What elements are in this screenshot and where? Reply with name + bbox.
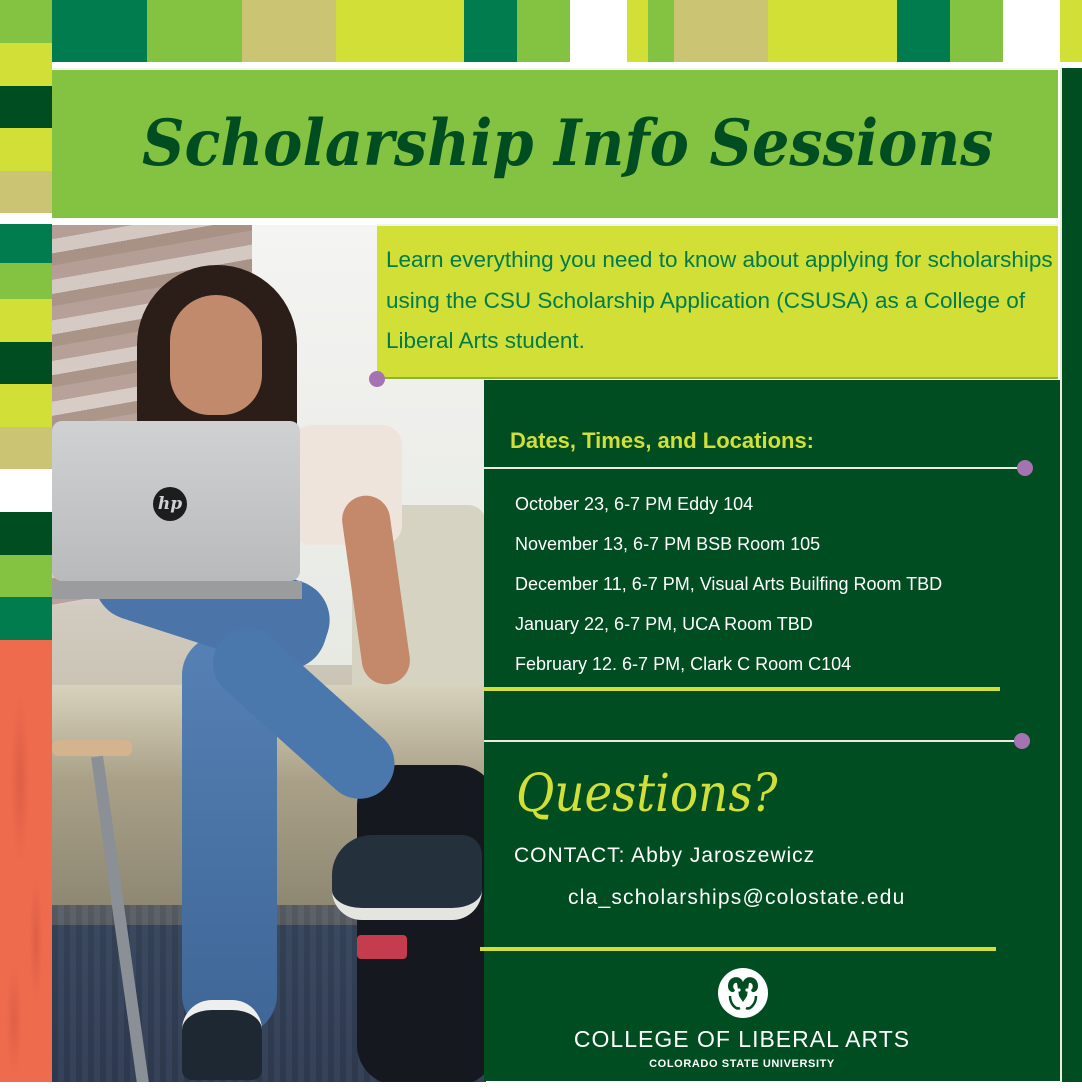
list-item: November 13, 6-7 PM BSB Room 105: [515, 534, 821, 554]
color-block: [517, 0, 570, 62]
ram-head-icon: [718, 968, 768, 1018]
laptop-base: [52, 581, 302, 599]
color-block: [768, 0, 897, 62]
intro-text: Learn everything you need to know about applying for scholarships using the CSU Scholarship Application (CSUSA) as a College of Liberal Arts student.: [386, 247, 1053, 353]
right-accent-strip: [1060, 68, 1082, 1082]
color-block: [0, 342, 52, 384]
university-name: COLORADO STATE UNIVERSITY: [649, 1058, 835, 1070]
color-block: [0, 43, 52, 86]
color-block: [648, 0, 674, 62]
backpack: [357, 765, 486, 1082]
college-name: COLLEGE OF LIBERAL ARTS: [573, 1026, 911, 1052]
list-item: October 23, 6-7 PM Eddy 104: [515, 494, 754, 514]
color-block: [950, 0, 1003, 62]
backpack-red-item: [357, 935, 407, 959]
divider-line: [484, 467, 1018, 469]
sneaker: [332, 835, 482, 920]
color-block: [1060, 0, 1082, 62]
color-block: [897, 0, 950, 62]
color-block: [0, 128, 52, 171]
coral-brushstroke-block: [0, 640, 52, 1082]
accent-line: [480, 947, 996, 951]
title-banner: [52, 68, 1058, 218]
color-block: [0, 427, 52, 469]
color-block: [52, 0, 147, 62]
decorative-dot: [1017, 460, 1033, 476]
questions-heading: Questions?: [516, 764, 778, 824]
intro-box: [377, 224, 1058, 379]
page-title: Scholarship Info Sessions: [142, 106, 994, 181]
chair-seat: [52, 740, 132, 756]
list-item: January 22, 6-7 PM, UCA Room TBD: [515, 614, 813, 634]
color-block: [0, 299, 52, 342]
color-block: [627, 0, 648, 62]
color-block: [0, 86, 52, 128]
color-block: [0, 263, 52, 299]
color-block: [0, 597, 52, 640]
color-block: [0, 0, 52, 43]
color-block: [0, 555, 52, 597]
color-block: [0, 224, 52, 263]
color-block: [336, 0, 464, 62]
color-block: [674, 0, 768, 62]
top-color-bar: [0, 0, 1082, 62]
student-face: [170, 295, 262, 415]
contact-email-link[interactable]: cla_scholarships@colostate.edu: [568, 886, 906, 909]
left-color-column: [0, 0, 52, 1082]
session-list: [515, 490, 942, 690]
color-block: [0, 384, 52, 427]
decorative-dot: [369, 371, 385, 387]
accent-line: [484, 687, 1000, 691]
decorative-dot: [1014, 733, 1030, 749]
color-block: [464, 0, 517, 62]
list-item: February 12. 6-7 PM, Clark C Room C104: [515, 654, 852, 674]
color-block: [242, 0, 336, 62]
list-item: December 11, 6-7 PM, Visual Arts Builfing Room TBD: [515, 574, 943, 594]
info-panel: [484, 380, 1060, 1081]
color-block: [0, 171, 52, 213]
contact-name: CONTACT: Abby Jaroszewicz: [514, 844, 816, 867]
hp-logo-icon: hp: [153, 487, 187, 521]
color-block: [0, 512, 52, 555]
divider-line: [484, 740, 1014, 742]
schedule-heading: Dates, Times, and Locations:: [510, 428, 815, 453]
sneaker: [182, 1000, 262, 1080]
color-block: [147, 0, 242, 62]
